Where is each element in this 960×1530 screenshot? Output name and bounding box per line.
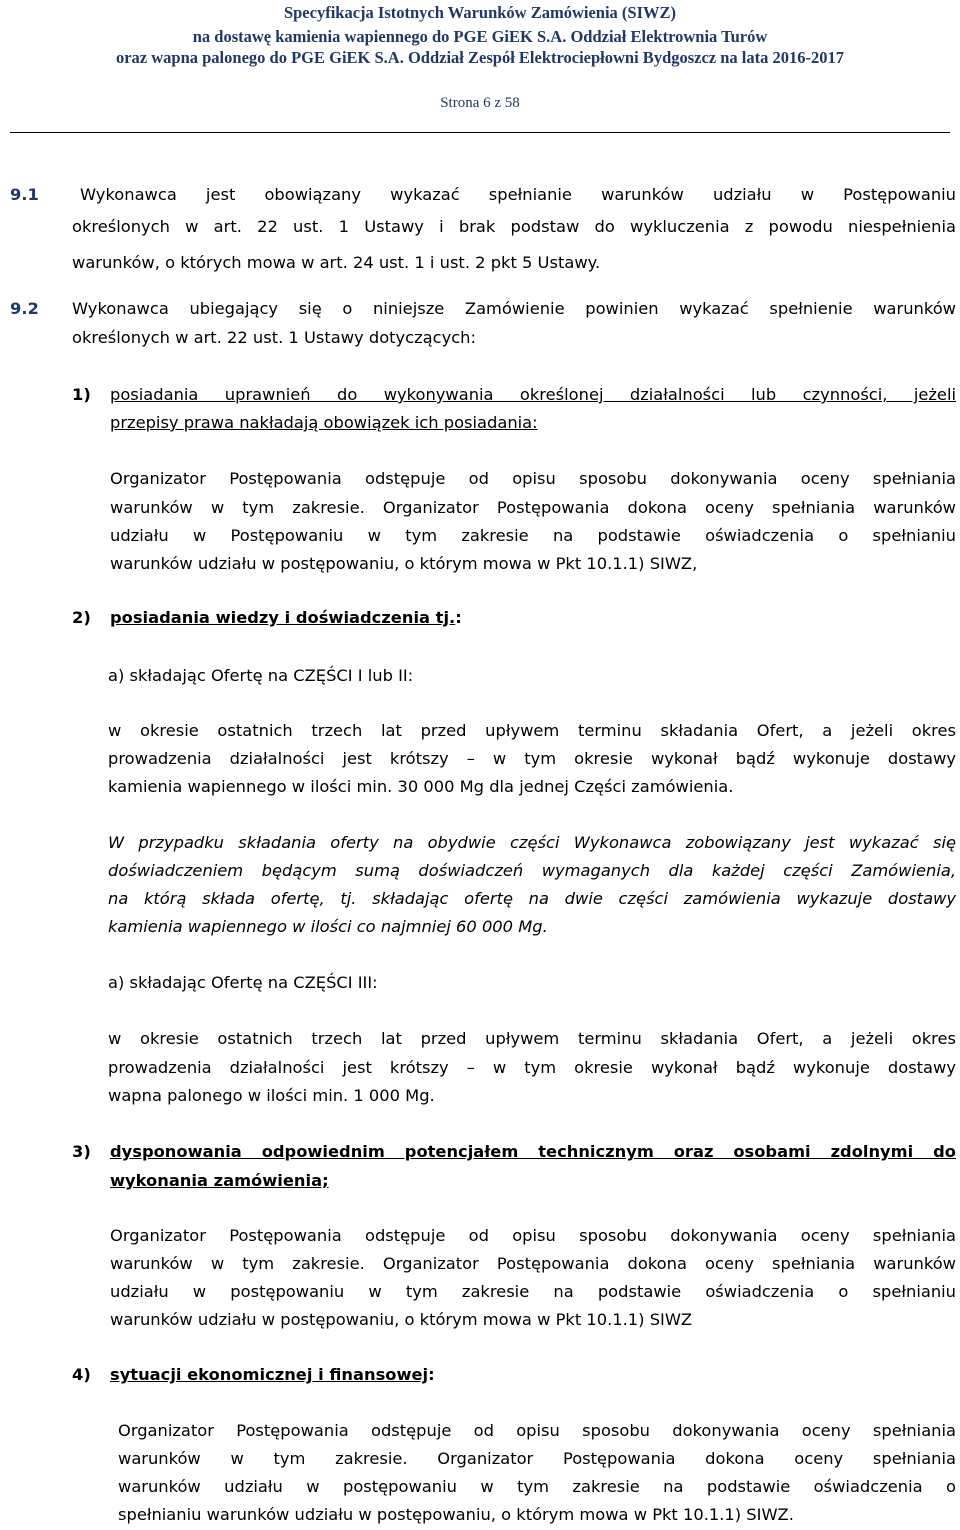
item-2-heading: posiadania wiedzy i doświadczenia tj.: (110, 608, 462, 627)
item-4-heading: sytuacji ekonomicznej i finansowej: (110, 1365, 435, 1384)
item-2-sub-a-line-3: kamienia wapiennego w ilości min. 30 000 Mg dla jednej Części zamówienia. (108, 777, 734, 796)
item-2-sub-a-part-3: a) składając Ofertę na CZĘŚCI III: (108, 973, 378, 992)
item-2-note-line-2: doświadczeniem będącym sumą doświadczeń wymaganych dla każdej części Zamówienia, (108, 861, 956, 880)
item-1-heading-line-2: przepisy prawa nakładają obowiązek ich posiadania: (110, 413, 538, 432)
doc-header-subtitle-1: na dostawę kamienia wapiennego do PGE GiEK S.A. Oddział Elektrownia Turów (192, 27, 768, 46)
section-9-1-line-1: Wykonawca jest obowiązany wykazać spełnianie warunków udziału w Postępowaniu (80, 185, 956, 204)
item-3-line-2: warunków w tym zakresie. Organizator Postępowania dokona oceny spełniania warunków (110, 1254, 956, 1273)
item-2-note-line-1: W przypadku składania oferty na obydwie części Wykonawca zobowiązany jest wykazać się (108, 833, 956, 852)
doc-header-subtitle-2: oraz wapna palonego do PGE GiEK S.A. Oddział Zespół Elektrociepłowni Bydgoszcz na lata 2016-2017 (115, 48, 845, 67)
header-divider (10, 132, 950, 133)
item-number-1: 1) (72, 385, 91, 404)
item-1-line-2: warunków w tym zakresie. Organizator Postępowania dokona oceny spełniania warunków (110, 498, 956, 517)
item-2-sub-a-part-1-2: a) składając Ofertę na CZĘŚCI I lub II: (108, 666, 414, 685)
item-3-heading-line-1: dysponowania odpowiednim potencjałem technicznym oraz osobami zdolnymi do (110, 1142, 956, 1161)
item-2-note-line-3: na którą składa ofertę, tj. składając ofertę na dwie części zamówienia wykazuje dostawy (108, 889, 956, 908)
item-number-2: 2) (72, 608, 91, 627)
item-2-sub-a3-line-1: w okresie ostatnich trzech lat przed upływem terminu składania Ofert, a jeżeli okres (108, 1029, 956, 1048)
item-2-sub-a3-line-2: prowadzenia działalności jest krótszy – w tym okresie wykonał bądź wykonuje dostawy (108, 1058, 956, 1077)
item-1-line-1: Organizator Postępowania odstępuje od opisu sposobu dokonywania oceny spełniania (110, 469, 956, 488)
item-3-line-3: udziału w postępowaniu w tym zakresie na podstawie oświadczenia o spełnianiu (110, 1282, 956, 1301)
item-1-line-4: warunków udziału w postępowaniu, o którym mowa w Pkt 10.1.1) SIWZ, (110, 554, 698, 573)
section-9-2-line-2: określonych w art. 22 ust. 1 Ustawy dotyczących: (72, 328, 476, 347)
item-1-heading-line-1: posiadania uprawnień do wykonywania określonej działalności lub czynności, jeżeli (110, 385, 956, 404)
item-2-sub-a3-line-3: wapna palonego w ilości min. 1 000 Mg. (108, 1086, 435, 1105)
item-2-sub-a-line-2: prowadzenia działalności jest krótszy – w tym okresie wykonał bądź wykonuje dostawy (108, 749, 956, 768)
item-3-line-4: warunków udziału w postępowaniu, o którym mowa w Pkt 10.1.1) SIWZ (110, 1310, 693, 1329)
item-4-line-4: spełnianiu warunków udziału w postępowaniu, o którym mowa w Pkt 10.1.1) SIWZ. (118, 1505, 794, 1524)
item-1-line-3: udziału w Postępowaniu w tym zakresie na podstawie oświadczenia o spełnianiu (110, 526, 956, 545)
item-number-4: 4) (72, 1365, 91, 1384)
item-2-sub-a-line-1: w okresie ostatnich trzech lat przed upływem terminu składania Ofert, a jeżeli okres (108, 721, 956, 740)
item-3-line-1: Organizator Postępowania odstępuje od opisu sposobu dokonywania oceny spełniania (110, 1226, 956, 1245)
section-9-2-line-1: Wykonawca ubiegający się o niniejsze Zamówienie powinien wykazać spełnienie warunków (72, 299, 956, 318)
section-9-1-line-2: określonych w art. 22 ust. 1 Ustawy i brak podstaw do wykluczenia z powodu niespełnienia (72, 217, 956, 236)
item-4-line-1: Organizator Postępowania odstępuje od opisu sposobu dokonywania oceny spełniania (118, 1421, 956, 1440)
item-3-heading-line-2: wykonania zamówienia; (110, 1171, 329, 1190)
item-4-line-2: warunków w tym zakresie. Organizator Postępowania dokona oceny spełniania (118, 1449, 956, 1468)
item-number-3: 3) (72, 1142, 91, 1161)
item-4-line-3: warunków udziału w postępowaniu w tym zakresie na podstawie oświadczenia o (118, 1477, 956, 1496)
item-2-note-line-4: kamienia wapiennego w ilości co najmniej 60 000 Mg. (108, 917, 548, 936)
section-9-1-line-3: warunków, o których mowa w art. 24 ust. 1 i ust. 2 pkt 5 Ustawy. (72, 253, 601, 272)
section-number-9-1: 9.1 (10, 185, 39, 204)
page-number: Strona 6 z 58 (440, 95, 520, 111)
doc-header-title: Specyfikacja Istotnych Warunków Zamówienia (SIWZ) (283, 3, 677, 22)
section-number-9-2: 9.2 (10, 299, 39, 318)
